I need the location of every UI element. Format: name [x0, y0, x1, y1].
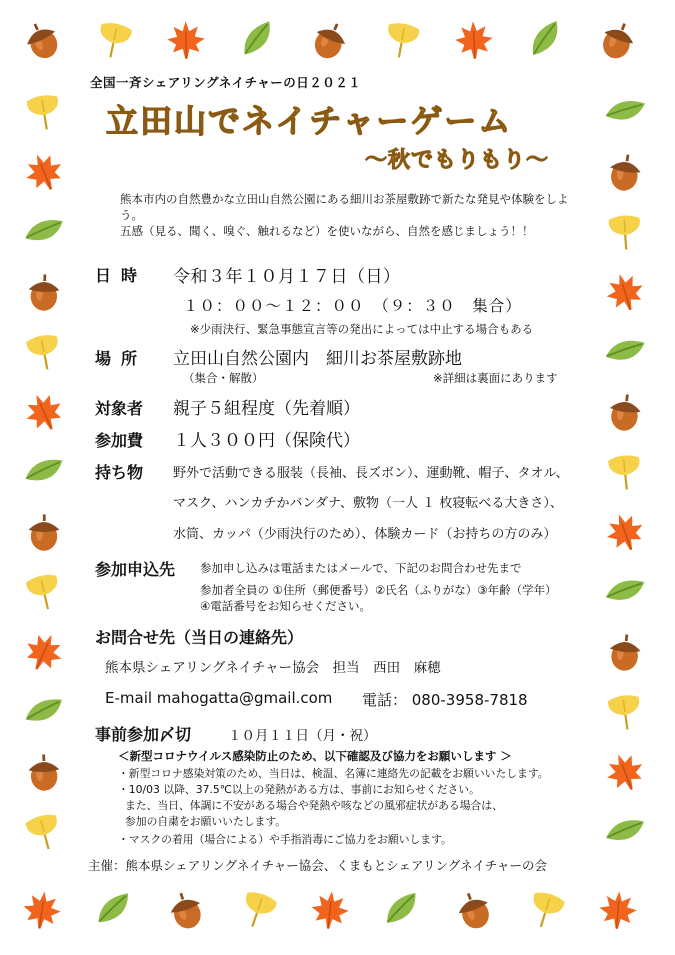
rain-note: ※少雨決行、緊急事態宣言等の発出によっては中止する場合もある [190, 322, 534, 336]
green-leaf-icon [17, 205, 71, 259]
green-leaf-icon [90, 886, 138, 934]
ginkgo-leaf-icon [601, 448, 649, 496]
covid-notice-line-5: ・マスクの着用（場合による）や手指消毒にご協力をお願いします。 [118, 833, 452, 846]
ginkgo-leaf-icon [377, 15, 428, 66]
green-leaf-icon [597, 324, 653, 380]
apply-line-1: 参加申し込みは電話またはメールで、下記のお問合わせ先まで [200, 561, 522, 575]
covid-notice-line-3: また、当日、体調に不安がある場合や発熱や咳などの風邪症状がある場合は、 [125, 799, 503, 812]
belongings-line-2: マスク、ハンカチかバンダナ、敷物（一人 １ 枚寝転べる大きさ）、 [173, 496, 563, 511]
deadline-label: 事前参加〆切 [95, 725, 192, 744]
ginkgo-leaf-icon [18, 566, 71, 619]
deadline-value: １０月１１日（月・祝） [228, 728, 377, 744]
maple-leaf-icon [17, 885, 67, 935]
acorn-icon [13, 11, 71, 69]
event-name: 全国一斉シェアリングネイチャーの日２０２１ [90, 75, 362, 90]
ginkgo-leaf-icon [88, 14, 140, 66]
maple-leaf-icon [451, 17, 497, 63]
ginkgo-leaf-icon [230, 882, 286, 938]
page-title: 立田山でネイチャーゲーム [106, 102, 513, 140]
page-subtitle: 〜秋でもりもり〜 [365, 148, 550, 173]
acorn-icon [601, 628, 649, 676]
gather-note: （集合・解散） [183, 371, 264, 385]
maple-leaf-icon [15, 143, 72, 200]
acorn-icon [158, 882, 213, 937]
maple-leaf-icon [597, 744, 654, 801]
organizer: 主催：熊本県シェアリングネイチャー協会、くまもとシェアリングネイチャーの会 [88, 858, 548, 873]
intro-line-2: 五感（見る、聞く、嗅ぐ、触れるなど）を使いながら、自然を感じましょう！！ [120, 224, 534, 238]
acorn-icon [22, 510, 66, 554]
acorn-icon [21, 749, 67, 795]
green-leaf-icon [18, 686, 70, 738]
apply-line-2: 参加者全員の ①住所（郵便番号）②氏名（ふりがな）③年齢（学年） [200, 583, 557, 597]
maple-leaf-icon [15, 623, 73, 681]
date-value: 令和３年１０月１７日（日） [173, 267, 401, 287]
maple-leaf-icon [597, 504, 653, 560]
acorn-icon [21, 269, 67, 315]
green-leaf-icon [596, 83, 653, 140]
apply-label: 参加申込先 [95, 560, 176, 579]
covid-notice-line-2: ・10/03 以降、37.5℃以上の発熱がある方は、事前にお知らせください。 [118, 783, 480, 796]
fee-label: 参加費 [95, 431, 144, 450]
contact-phone[interactable]: 電話： 080-3958-7818 [362, 691, 528, 709]
green-leaf-icon [598, 805, 652, 859]
maple-leaf-icon [598, 265, 653, 320]
ginkgo-leaf-icon [17, 805, 71, 859]
time-value: １０：００〜１２：００ （９：３０ 集合） [183, 297, 522, 315]
maple-leaf-icon [15, 383, 73, 441]
covid-notice-line-4: 参加の自粛をお願いいたします。 [125, 815, 287, 828]
ginkgo-leaf-icon [19, 87, 69, 137]
ginkgo-leaf-icon [18, 326, 70, 378]
green-leaf-icon [231, 13, 284, 66]
ginkgo-leaf-icon [519, 883, 574, 938]
ginkgo-leaf-icon [602, 209, 649, 256]
acorn-icon [446, 882, 502, 938]
belongings-line-1: 野外で活動できる服装（長袖、長ズボン）、運動靴、帽子、タオル、 [173, 466, 569, 481]
place-label: 場所 [95, 349, 148, 368]
fee-value: １人３００円（保険代） [173, 431, 360, 451]
green-leaf-icon [519, 13, 573, 67]
target-value: 親子５組程度（先着順） [173, 399, 360, 419]
apply-line-3: ④電話番号をお知らせください。 [200, 599, 371, 613]
ginkgo-leaf-icon [600, 687, 650, 737]
acorn-icon [590, 12, 647, 69]
acorn-icon [600, 147, 650, 197]
covid-notice-title: ＜新型コロナウイルス感染防止のため、以下確認及び協力をお願いします ＞ [118, 749, 512, 763]
maple-leaf-icon [164, 18, 209, 63]
target-label: 対象者 [95, 399, 144, 418]
green-leaf-icon [377, 885, 426, 934]
green-leaf-icon [597, 564, 652, 619]
contact-organization: 熊本県シェアリングネイチャー協会 担当 西田 麻穂 [105, 660, 441, 676]
maple-leaf-icon [595, 887, 642, 934]
detail-note: ※詳細は裏面にあります [433, 371, 558, 385]
green-leaf-icon [18, 446, 71, 499]
belongings-label: 持ち物 [95, 463, 144, 482]
place-value: 立田山自然公園内 細川お茶屋敷跡地 [173, 349, 462, 369]
contact-label: お問合せ先（当日の連絡先） [95, 628, 304, 647]
contact-email[interactable]: E-mail mahogatta@gmail.com [105, 689, 333, 707]
intro-text [120, 191, 590, 239]
covid-notice-line-1: ・新型コロナ感染対策のため、当日は、検温、名簿に連絡先の記載をお願いいたします。 [118, 767, 549, 780]
maple-leaf-icon [306, 886, 354, 934]
belongings-line-3: 水筒、カッパ（少雨決行のため）、体験カード（お持ちの方のみ） [173, 527, 557, 542]
acorn-icon [301, 11, 359, 69]
date-label: 日時 [95, 266, 148, 285]
intro-line-1: 熊本市内の自然豊かな立田山自然公園にある細川お茶屋敷跡で新たな発見や体験をしよう。 [120, 192, 569, 222]
acorn-icon [600, 387, 649, 436]
